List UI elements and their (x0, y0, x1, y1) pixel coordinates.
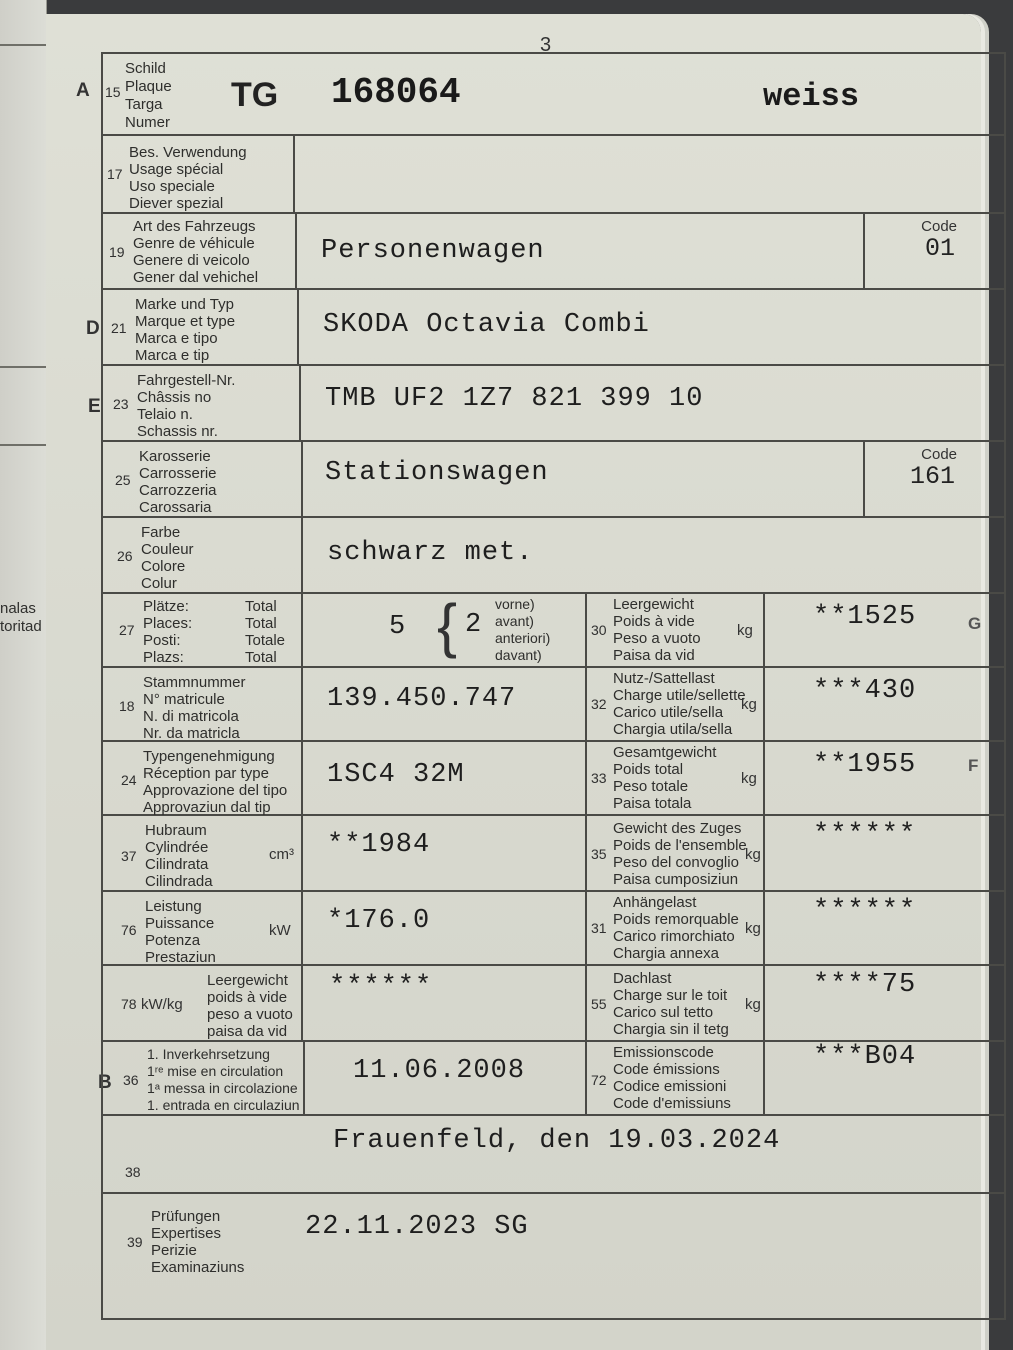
chassis-value: TMB UF2 1Z7 821 399 10 (325, 384, 704, 414)
margin-letter-e: E (88, 396, 101, 417)
row-make-model (103, 290, 1004, 366)
empty-weight-labels: Leergewicht Poids à vide Peso a vuoto Paisa da vid (613, 596, 701, 664)
margin-letter-b: B (98, 1072, 112, 1093)
empty-weight-cell (585, 594, 1004, 666)
displacement-value: **1984 (327, 830, 431, 860)
margin-letter-a: A (76, 80, 90, 101)
field-number: 17 (107, 166, 123, 182)
code-label: Code (921, 218, 957, 235)
row-vehicle-type (103, 214, 1004, 290)
power-value: *176.0 (327, 906, 431, 936)
plate-number: 168064 (331, 72, 461, 113)
left-page-line (0, 44, 46, 46)
body-code-box (863, 442, 963, 516)
margin-letter-g: G (968, 614, 982, 633)
margin-letter-d: D (86, 318, 100, 339)
body-labels: Karosserie Carrosserie Carrozzeria Carossaria (139, 448, 217, 516)
row-body (103, 442, 1004, 518)
seats-front: 2 (465, 610, 483, 640)
field-number: 32 (591, 696, 607, 712)
color-labels: Farbe Couleur Colore Colur (141, 524, 194, 592)
seats-labels: Plätze: Places: Posti: Plazs: (143, 598, 193, 666)
field-number: 18 (119, 698, 135, 714)
plate-color: weiss (763, 78, 860, 115)
first-registration-value: 11.06.2008 (353, 1056, 526, 1086)
unit-label: kg (745, 846, 761, 863)
plate-canton: TG (231, 76, 279, 114)
vehicle-type-code-box (863, 214, 963, 288)
trailer-load-labels: Anhängelast Poids remorquable Carico rimorchiato Chargia annexa (613, 894, 739, 962)
payload-cell (585, 668, 1004, 740)
stamm-labels: Stammnummer N° matricule N. di matricola Nr. da matricla (143, 674, 246, 742)
total-weight-value: **1955 (813, 750, 917, 780)
row-seats (103, 594, 1004, 668)
field-number: 19 (109, 244, 125, 260)
roof-load-value: ****75 (813, 970, 917, 1000)
kwkg-labels: Leergewicht poids à vide peso a vuoto paisa da vid (207, 972, 293, 1040)
color-value: schwarz met. (327, 538, 534, 568)
type-approval-value: 1SC4 32M (327, 760, 465, 790)
field-number: 31 (591, 920, 607, 936)
make-model-labels: Marke und Typ Marque et type Marca e tipo Marca e tip (135, 296, 236, 364)
inspections-value: 22.11.2023 SG (305, 1212, 529, 1242)
displacement-labels: Hubraum Cylindrée Cilindrata Cilindrada (145, 822, 213, 890)
chassis-labels: Fahrgestell-Nr. Châssis no Telaio n. Schassis nr. (137, 372, 236, 440)
field-number: 21 (111, 320, 127, 336)
field-number: 76 (121, 922, 137, 938)
field-number: 24 (121, 772, 137, 788)
field-number: 72 (591, 1072, 607, 1088)
train-weight-labels: Gewicht des Zuges Poids de l'ensemble Peso del convoglio Paisa cumposiziun (613, 820, 747, 888)
field-number: 26 (117, 548, 133, 564)
seats-brace: { (437, 592, 458, 659)
field-number: 23 (113, 396, 129, 412)
seats-total: 5 (389, 612, 407, 642)
field-number: 55 (591, 996, 607, 1012)
field-number: 33 (591, 770, 607, 786)
trailer-load-value: ****** (813, 896, 917, 926)
total-weight-labels: Gesamtgewicht Poids total Peso totale Paisa totala (613, 744, 717, 812)
body-value: Stationswagen (325, 458, 549, 488)
unit-label: kW (269, 922, 291, 939)
row-place-date (103, 1116, 1004, 1194)
seats-front-labels: vorne) avant) anteriori) davant) (495, 596, 551, 663)
row-inspections (103, 1194, 1004, 1318)
unit-label: kg (745, 996, 761, 1013)
seats-total-labels: Total Total Totale Total (245, 598, 286, 666)
row-color (103, 518, 1004, 594)
unit-label: kg (741, 770, 757, 787)
left-page-edge (0, 0, 47, 1350)
emission-labels: Emissionscode Code émissions Codice emissioni Code d'emissiuns (613, 1044, 731, 1112)
kwkg-value: ****** (329, 972, 433, 1002)
first-registration-labels: 1. Inverkehrsetzung 1ʳᵉ mise en circulation 1ᵃ messa in circolazione 1. entrada en circulaziun (147, 1046, 300, 1113)
code-label: Code (921, 446, 957, 463)
left-page-line (0, 366, 46, 368)
row-chassis (103, 366, 1004, 442)
vehicle-type-labels: Art des Fahrzeugs Genre de véhicule Genere di veicolo Gener dal vehichel (133, 218, 259, 286)
row-plate (103, 54, 1004, 136)
row-power (103, 892, 1004, 966)
left-page-fragment: nalas (0, 600, 36, 617)
field-number: 25 (115, 472, 131, 488)
special-use-labels: Bes. Verwendung Usage spécial Uso speciale Diever spezial (129, 144, 247, 212)
left-page-line (0, 444, 46, 446)
stamm-value: 139.450.747 (327, 684, 517, 714)
field-number: 15 (105, 84, 121, 100)
unit-label: cm³ (269, 846, 294, 863)
plate-labels: Schild Plaque Targa Numer (125, 60, 172, 131)
train-weight-value: ****** (813, 820, 917, 850)
payload-labels: Nutz-/Sattellast Charge utile/sellette Carico utile/sella Chargia utila/sella (613, 670, 746, 738)
unit-label: kg (745, 920, 761, 937)
field-number: 78 (121, 996, 137, 1012)
field-number: 38 (125, 1164, 141, 1180)
empty-weight-value: **1525 (813, 602, 917, 632)
row-special-use (103, 136, 1004, 214)
row-first-registration (103, 1042, 1004, 1116)
inspections-labels: Prüfungen Expertises Perizie Examinaziuns (151, 1208, 245, 1276)
type-approval-labels: Typengenehmigung Réception par type Approvazione del tipo Approvaziun dal tip (143, 748, 288, 816)
field-number: 30 (591, 622, 607, 638)
unit-label: kg (737, 622, 753, 639)
field-number: 39 (127, 1234, 143, 1250)
vehicle-type-value: Personenwagen (321, 236, 545, 266)
field-number: 35 (591, 846, 607, 862)
row-displacement (103, 816, 1004, 892)
body-code: 161 (909, 462, 955, 491)
registration-page (46, 14, 981, 1350)
roof-load-cell (585, 966, 1004, 1040)
margin-letter-f: F (968, 756, 979, 775)
payload-value: ***430 (813, 676, 917, 706)
place-date-value: Frauenfeld, den 19.03.2024 (333, 1126, 781, 1156)
page-number: 3 (540, 34, 552, 56)
field-number: 27 (119, 622, 135, 638)
vehicle-type-code: 01 (924, 234, 955, 263)
power-labels: Leistung Puissance Potenza Prestaziun (145, 898, 216, 966)
total-weight-cell (585, 742, 1004, 814)
train-weight-cell (585, 816, 1004, 890)
unit-label: kW/kg (141, 996, 183, 1013)
field-number: 36 (123, 1072, 139, 1088)
registration-grid (101, 52, 1006, 1320)
row-type-approval (103, 742, 1004, 816)
field-number: 37 (121, 848, 137, 864)
emission-cell (585, 1042, 1004, 1114)
row-kwkg (103, 966, 1004, 1042)
left-page-fragment: toritad (0, 618, 42, 635)
make-model-value: SKODA Octavia Combi (323, 310, 650, 340)
emission-value: ***B04 (813, 1042, 917, 1072)
roof-load-labels: Dachlast Charge sur le toit Carico sul tetto Chargia sin il tetg (613, 970, 729, 1038)
row-stamm (103, 668, 1004, 742)
unit-label: kg (741, 696, 757, 713)
trailer-load-cell (585, 892, 1004, 964)
